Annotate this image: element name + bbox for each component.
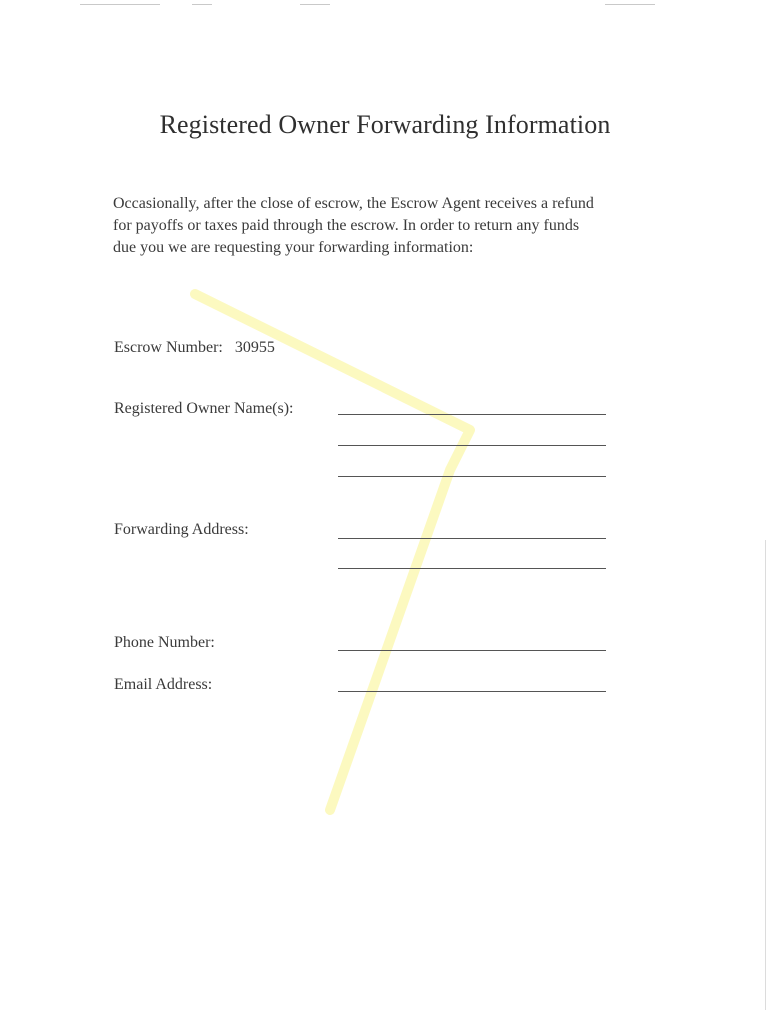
- intro-line: for payoffs or taxes paid through the escrow. In order to return any funds: [113, 217, 580, 234]
- scan-edge-top-4: [605, 4, 655, 5]
- email-address-label: Email Address:: [114, 676, 213, 693]
- escrow-number-row: [114, 339, 275, 357]
- email-address-line[interactable]: [338, 691, 606, 692]
- intro-line: Occasionally, after the close of escrow, the Escrow Agent receives a refund: [113, 195, 594, 212]
- intro-paragraph: [113, 193, 673, 259]
- owner-name-line-1[interactable]: [338, 414, 606, 415]
- scan-edge-right: [765, 540, 766, 1010]
- scan-edge-top-1: [80, 4, 160, 5]
- escrow-number-label: Escrow Number:: [114, 339, 223, 356]
- page-title: Registered Owner Forwarding Information: [159, 110, 611, 139]
- forwarding-address-label: Forwarding Address:: [114, 521, 249, 538]
- escrow-number-value: 30955: [234, 339, 275, 356]
- scan-edge-top-2: [192, 4, 212, 5]
- forwarding-address-line-2[interactable]: [338, 568, 606, 569]
- owner-names-label: Registered Owner Name(s):: [114, 400, 294, 417]
- owner-name-line-3[interactable]: [338, 476, 606, 477]
- owner-name-line-2[interactable]: [338, 445, 606, 446]
- intro-line: due you we are requesting your forwarding information:: [113, 239, 474, 256]
- phone-number-line[interactable]: [338, 650, 606, 651]
- scan-edge-top-3: [300, 4, 330, 5]
- forwarding-address-line-1[interactable]: [338, 538, 606, 539]
- phone-number-label: Phone Number:: [114, 634, 215, 651]
